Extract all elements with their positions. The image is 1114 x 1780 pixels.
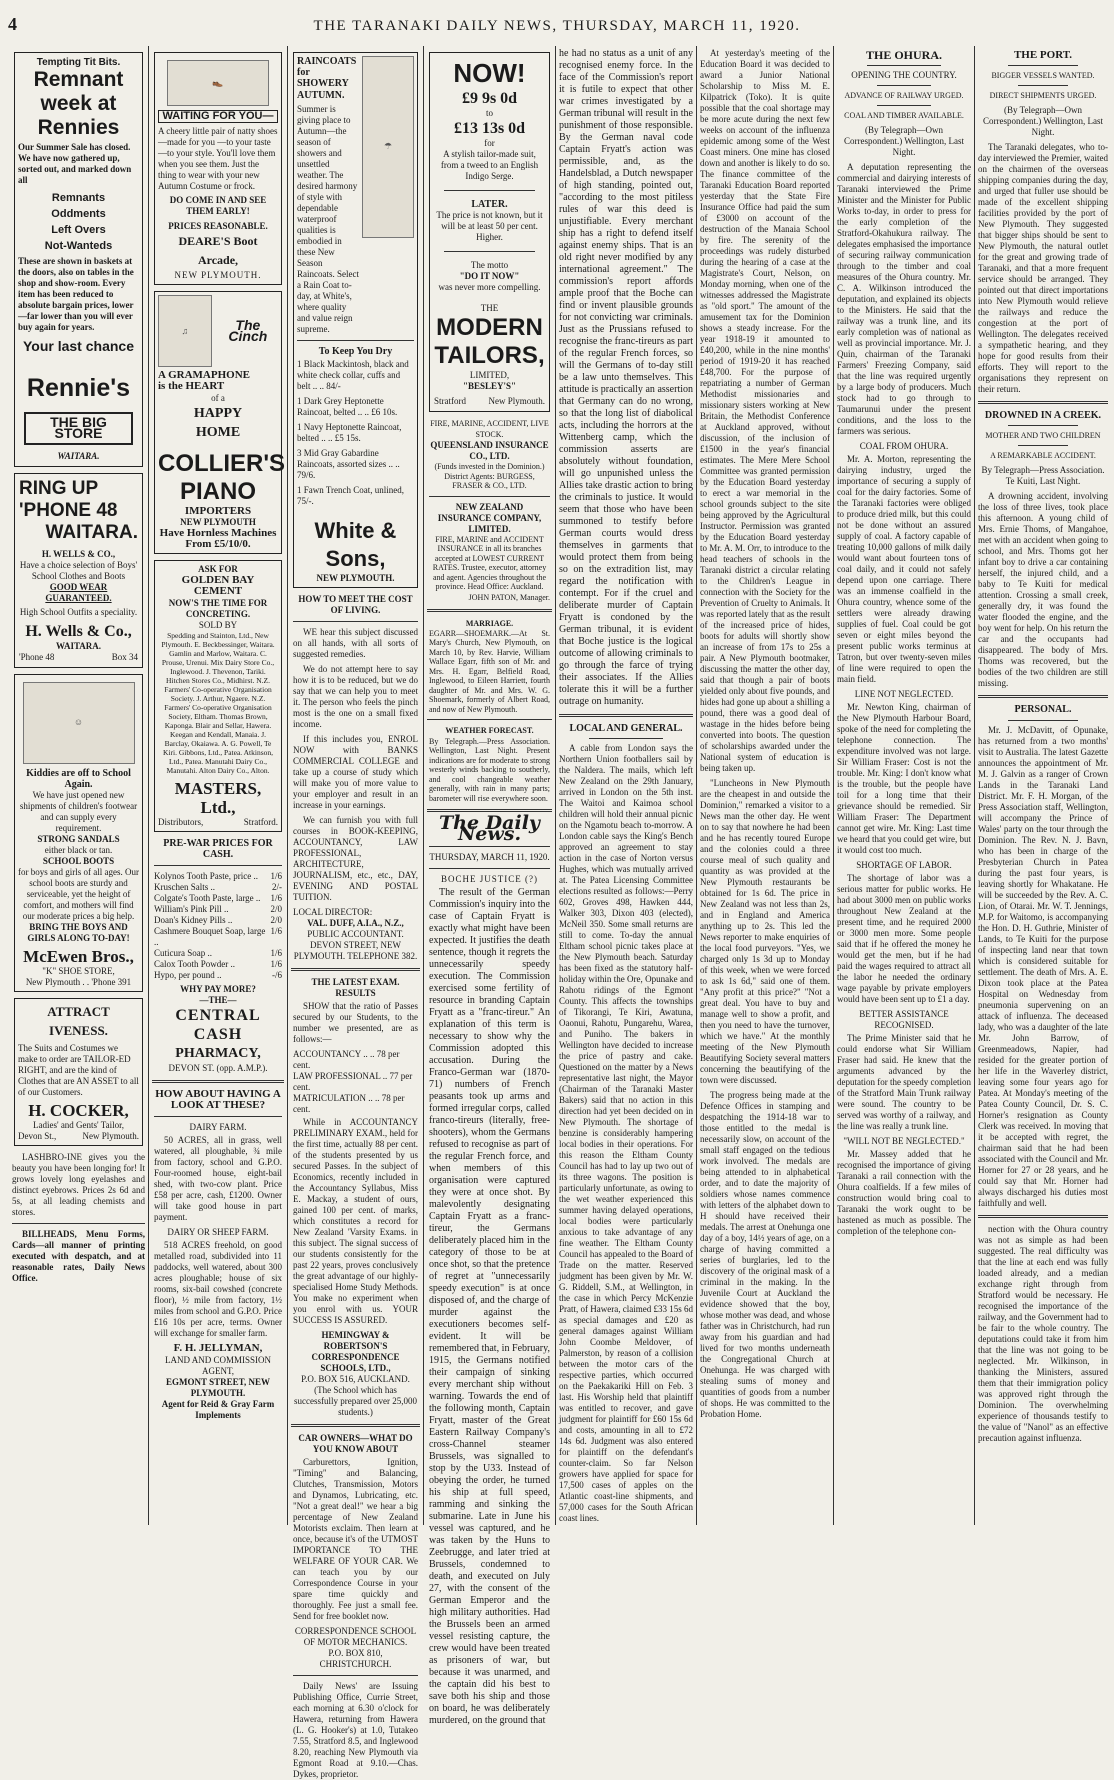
advert-guarantee: GOOD WEAR GUARANTEED. [45, 581, 112, 603]
child-illustration: ☺ [23, 682, 135, 764]
exam-result: ACCOUNTANCY .. .. 78 per cent. [293, 1049, 400, 1071]
advert-address: Devon St., [18, 1131, 57, 1142]
advert-headline: CAR OWNERS—WHAT DO YOU KNOW ABOUT [298, 1433, 413, 1455]
listing-head: DAIRY FARM. [189, 1122, 247, 1133]
advert-label: LIMITED, [469, 370, 510, 381]
column-rule [287, 46, 288, 1525]
article-body: Mr. Massey added that he recognised the importance of giving Taranaki a rail connection with the Ohura coalfields. If a few miles of construction would bring coal to Taranaki the work ought to be hastened as much as possible. The completion of the telephone con- [837, 1149, 971, 1237]
advert-body: either black or tan. [44, 845, 113, 856]
advert-subhead: STRONG SANDALS [37, 834, 120, 845]
column-8 [978, 46, 1108, 1527]
advert-body: Summer is giving place to Autumn—the season of showers and unsettled weather. The desired harmony of style with dependable waterproof qualities is embodied in these New Season Raincoats. Select a Rain Coat to-day, at White's, where quality and value reign supreme. [297, 103, 359, 334]
advert-body: A stylish tailor-made suit, from a tweed to an English Indigo Serge. [440, 149, 539, 181]
page-number: 4 [8, 14, 17, 34]
cinch-logo: The Cinch [228, 317, 268, 345]
advert-headline: week at [40, 92, 117, 116]
notice-body: EGARR—SHOEMARK.—At St. Mary's Church, New Plymouth, on March 10, by Rev. Harvie, William Wallace Egarr, fifth son of Mr. and Mrs. H. Egarr, Belfield Road, Inglewood, to Eileen Harriett, fourth daughter of Mr. and Mrs. W. G. Shoemark, formerly of Albert Road, and now of New Plymouth. [429, 628, 550, 714]
advert-headline: WAITING FOR YOU— [158, 110, 278, 123]
column-1 [12, 46, 145, 1527]
column-rule [974, 46, 975, 1525]
motor-school-advert [293, 1433, 418, 1780]
notice-head: MARRIAGE. [465, 618, 514, 628]
editorial-title: BOCHE JUSTICE (?) [441, 873, 538, 884]
advert-note: (The School which has successfully prepared over 25,000 students.) [294, 1385, 417, 1418]
big-store-logo: THE BIG STORE [24, 412, 133, 444]
advert-address: EGMONT STREET, NEW PLYMOUTH. [166, 1376, 270, 1398]
advert-store: "K" SHOE STORE, [42, 966, 115, 977]
advert-body: If this includes you, ENROL NOW with BANKS COMMERCIAL COLLEGE and take up a course of study which will make you of more value to your employer and result in an increase in your earnings. [293, 734, 418, 811]
small-advert: BILLHEADS, Menu Forms, Cards—all manner of printing executed with despatch, and at reasonable rates, Daily News Office. [12, 1229, 145, 1284]
article-subhead: DIRECT SHIPMENTS URGED. [989, 91, 1097, 101]
advert-headline: ATTRACT IVENESS. [47, 1004, 110, 1039]
advert-body: A cheery little pair of natty shoes —made for you —to your taste —to your style. You'll love them when you see them. Just the thing to wear with your new Autumn Costume or frock. [158, 126, 278, 192]
advert-name: F. H. JELLYMAN, [173, 1342, 263, 1355]
insurance-types: FIRE, MARINE, ACCIDENT, LIVE STOCK. [430, 419, 549, 440]
article-body: A deputation representing the commercial and dairying interests of Taranaki interviewed the Prime Minister and the Minister for Public Works to-day, in order to press for the early completion of the Stratford-Okahukura railway. The delegates emphasised the importance of securing railway communication through to the timber and coal measures of the Ohura country. Mr. C. A. Wilkinson introduced the deputation, and explained its objects to the Ministers. He said that the railway was a trunk line, and its early completion was of national as well as provincial importance. Mr. J. Quin, chairman of the Taranaki Farmers' Freezing Company, said that the line was required urgently by a large body of producers. Much stock had to go through to Taumarunui under the present conditions, and the loss to the farmers was serious. [837, 162, 971, 437]
gramophone-illustration: ♫ [158, 295, 212, 367]
advert-headline: A GRAMAPHONE [158, 369, 250, 382]
price-row: Cuticura Soap .. 1/6 [154, 948, 282, 959]
price-row: Colgate's Tooth Paste, large .. 1/6 [154, 893, 282, 904]
price-list [154, 871, 282, 981]
advert-name: HEMINGWAY & ROBERTSON'S CORRESPONDENCE SCHOOLS, LTD., [311, 1330, 400, 1374]
column-rule [423, 46, 424, 1525]
advert-body: The Suits and Costumes we make to order are TAILOR-ED RIGHT, and are the kind of Clothes that are AN ASSET to all of our Customers. [18, 1043, 139, 1098]
advert-name: PHARMACY, [175, 1046, 261, 1062]
advert-label: Distributors, [158, 816, 204, 827]
raincoat-item: 1 Dark Grey Heptonette Raincoat, belted .. .. £6 10s. [297, 396, 398, 418]
jellyman-advert [154, 1089, 282, 1421]
article-body: The shortage of labor was a serious matter for public works. He had about 3000 men on public works throughout New Zealand at the present time, and he required 2000 or 3000 men more. Some people said that if he offered the money he would get the men, but if he had paid the wages required to attract all the labor he needed the ordinary wage payable by private employers would have been sent up to £1 a day. [837, 873, 971, 1005]
advert-headline: is the HEART [158, 380, 225, 393]
advert-callout: Have Hornless Machines From £5/10/0. [159, 526, 277, 551]
newspaper-title: THE TARANAKI DAILY NEWS, THURSDAY, MARCH 11, 1920. [313, 18, 801, 34]
central-pharmacy-advert [154, 838, 282, 1074]
article-subhead: "WILL NOT BE NEGLECTED." [843, 1136, 965, 1147]
advert-headline: HAPPY [193, 405, 243, 421]
column-rule [696, 46, 697, 1525]
advert-headline: THE LATEST EXAM. RESULTS [311, 977, 400, 999]
dateline: (By Telegraph—Own Correspondent.) Wellington, Last Night. [843, 125, 965, 158]
white-sons-advert [293, 52, 418, 588]
article-subhead: COAL AND TIMBER AVAILABLE. [844, 111, 964, 121]
advert-label: LOCAL DIRECTOR: [293, 907, 373, 918]
advert-town: Stratford. [243, 816, 278, 827]
cement-advert [154, 560, 282, 831]
banks-college-advert [293, 594, 418, 962]
article-subhead: LINE NOT NEGLECTED. [854, 689, 954, 700]
masthead [0, 0, 1114, 46]
advert-town: Stratford [434, 396, 466, 407]
advert-body: of a [211, 392, 225, 403]
column-4 [427, 46, 552, 1726]
article-body: Mr. J. McDavitt, of Opunake, has returned from a two months' visit to Australia. The latest Gazette announces the appointment of Mr. M. J. Galvin as a ranger of Crown Lands in the Taranaki Land District. Mr. F. H. Morgan, of the Press Association staff, Wellington, will accompany the Prince of Wales' party on the tour through the Dominion. The Rev. N. J. Bavn, who has been in charge of the Presbyterian Church in Patea during the past four years, is leaving shortly for Whakatane. He will be succeeded by the Rev. A. C. Lion, of Otarai. Mr. W. T. Jennings, M.P. for Waitomo, is accompanying the Hon. D. H. Guthrie, Minister of Lands, to Te Kuiti for the purpose of inspecting land near that town which is considered suitable for settlement. The death of Mrs. A. E. Dixon took place at the Patea Hospital on Wednesday from pneumonia supervening on an attack of influenza. The deceased lady, who was a daughter of the late Mr. John Barrow, of Greenmeadows, Napier, had resided for the greater portion of her life in the Waverley district, leaving some four years ago for Patea. At Monday's meeting of the Patea County Council, Dr. S. C. Horner's resignation as County Clerk was received. In moving that it be accepted with regret, the chairman said that he had been associated with the Council and Mr. Horner for 27 or 28 years, and he could say that Mr. Horner had always discharged his duties most faithfully and well. [978, 724, 1108, 1208]
column-5 [559, 46, 693, 1527]
advert-kicker: ASK FOR [198, 564, 238, 575]
advert-address: P.O. BOX 810, CHRISTCHURCH. [319, 1648, 392, 1670]
article-body: Mr. Newton King, chairman of the New Plymouth Harbour Board, spoke of the need for completing the telephone connection. The expenditure involved was not large. Sir William Fraser: Cost is not the trouble. Mr. King: I don't know what is the trouble, but the people have toil for a long time that their grievance should be remedied. Sir William Fraser: The Department cannot get wire. Mr. King: Last time we heard that you could get wire, but it would cost too much. [837, 702, 971, 856]
advert-label: SOLD BY [198, 619, 238, 630]
advert-town: NEW PLYMOUTH [180, 516, 256, 527]
article-headline: THE OHURA. [865, 48, 942, 62]
advert-name: CENTRAL CASH [175, 1007, 261, 1044]
dateline: By Telegraph—Press Association. Te Kuiti, Last Night. [981, 465, 1105, 487]
advert-name: McEwen Bros., [23, 947, 134, 967]
editorial [429, 812, 550, 1726]
advert-body: WE hear this subject discussed on all hands, with all sorts of suggested remedies. [293, 627, 418, 660]
advert-name: DEARE'S Boot Arcade, [178, 234, 258, 268]
price-high: £13 13s 0d [453, 120, 526, 137]
listing-body: 50 ACRES, all in grass, well watered, all ploughable, ¾ mile from factory, school and G.P.O. Four-roomed house, eight-bail shed, with two-cow plant. Price £58 per acre, cash, £1200. Owner will take good house in part payment. [154, 1135, 282, 1223]
advert-headline: 'PHONE 48 [19, 499, 118, 521]
advert-subhead: To Keep You Dry [318, 345, 393, 357]
price-row: Hypo, per pound .. -/6 [154, 970, 282, 981]
advert-name: VAL. DUFF, A.I.A., N.Z., [307, 918, 404, 929]
article-body: A drowning accident, involving the loss of three lives, took place this afternoon. A young child of Mrs. Ernie Thoms, of Mangahoe, met with an accident when going to school, and Mrs. Thoms got her infant boy to drive a car containing herself, the injured child, and a baby to Te Kuiti for medical attention. Crossing a small creek, generally dry, it was found the water flooded the engine, and the boy went for help. On his return the car and the occupants had disappeared. The body of Mrs. Thoms was recovered, but the bodies of the two children are still missing. [978, 491, 1108, 689]
weather-forecast [429, 725, 550, 803]
advert-town: NEW PLYMOUTH. [174, 270, 262, 281]
column-7 [837, 46, 971, 1527]
service-notice: Daily News' are Issuing Publishing Office, Currie Street, each morning at 6.30 o'clock for Hawera, returning from Hawera (L. G. Hooker's) at 1.0, Tutakeo 7.55, Stratford 8.5, and Inglewood 8.20, reaching New Plymouth via Egmont Road at 9.10.—Chas. Dykes, proprietor. [293, 1681, 418, 1780]
advert-headline: HOW TO MEET THE COST OF LIVING. [298, 594, 413, 616]
mcewen-advert [14, 674, 143, 992]
advert-label: to [485, 108, 493, 118]
advert-name: MODERN [436, 314, 543, 342]
article-subhead: A REMARKABLE ACCIDENT. [990, 451, 1096, 461]
advert-headline: HOW ABOUT HAVING A LOOK AT THESE? [155, 1088, 281, 1112]
raincoat-item: 1 Fawn Trench Coat, unlined, 75/-. [297, 485, 404, 507]
exam-result: MATRICULATION .. .. 78 per cent. [293, 1093, 405, 1115]
advert-callout: "DO IT NOW" [459, 271, 520, 282]
price-row: Kruschen Salts .. 2/- [154, 882, 282, 893]
section-heading: PERSONAL. [1014, 704, 1072, 716]
price-row: Doan's Kidney Pills .. 2/0 [154, 915, 282, 926]
price-row: Kolynos Tooth Paste, price .. 1/6 [154, 871, 282, 882]
advert-name: COLLIER'S [158, 449, 286, 477]
notice-head: WEATHER FORECAST. [445, 726, 534, 736]
article-subhead: SHORTAGE OF LABOR. [856, 860, 952, 871]
advert-name: Rennie's [26, 374, 131, 403]
local-news-body: A cable from London says the Northern Union footballers sail by the Naldera. The mails, which left New Zealand on the 29th January, arrived in London on the 5th inst. The Waitoi and Kaimoa school children will hold their annual picnic on the Ngamotu beach to-morrow. A London cable says the King's Bench approved an agreement to stay action in the case of Norton versus Hughes, which was mutually arrived at. The Patea Licensing Committee elections resulted as follows:—Perry 602, Groves 498, Hawken 444, Walker 303, Dixon 403 (elected), McNeil 350. Some small returns are still to come. To-day the annual Eltham school picnic takes place at the New Plymouth beach. Saturday has been fixed as the statutory half-holiday within the Ore, Opunake and Rahotu ridings of the Egmont County. This affects the townships of Tikorangi, Te Kiri, Awatuna, Oaonui, Rahotu, Pungarehu, Warea, and Puniho. The bakers in Wellington have decided to increase the price of pastry and cake. Questioned on the matter by a News representative last night, the Mayor (Chairman of the Taranaki Master Bakers) said that no action in this direction had yet been decided on in New Plymouth. The shortage of benzine is considerably hampering local bodies in their operations. For this reason the Eltham County Council has had to lay up two out of its three wagons. The position is particularly unfortunate, as owing to the wet weather experienced this summer having delayed operations, local bodies were particularly anxious to take advantage of any fine weather. The Eltham County Council has appealed to the Board of Trade on the matter. Reserved judgment has been given by Mr. W. G. Riddell, S.M., at Wellington, in the case in which Percy McKenzie Pratt, of Hawera, claimed £33 15s 6d as special damages and £20 as general damages against William John Coombe Meldover, of Palmerston, by reason of a collision between the motor cars of the respective parties, which occurred on the Paekakariki Hill on Feb. 3 last. His Worship held that plaintiff was entitled to recover, and gave judgment for plaintiff for £60 15s 6d and costs, amounting in all to £72 14s 6d. Judgment was also entered for plaintiff on the defendant's counter-claim. So far Nelson growers have applied for space for 17,500 cases of apples on the Atlantic coast-line shipments, and 57,000 cases for the South African coast lines. [559, 743, 693, 1524]
advert-firm: H. WELLS & CO., [41, 548, 116, 559]
wells-advert [14, 473, 143, 668]
cocker-advert [14, 998, 143, 1146]
advert-subhead: SCHOOL BOOTS [42, 856, 115, 867]
advert-name: TAILORS, [434, 342, 545, 370]
advert-name: PIANO [179, 477, 256, 505]
advert-body: We have just opened new shipments of children's footwear and can supply every requirement. [19, 790, 138, 834]
advert-name: MASTERS, Ltd., [174, 778, 262, 817]
advert-body: for boys and girls of all ages. Our school boots are sturdy and serviceable, yet the height of comfort, and mothers will find our moderate prices a big help. [18, 867, 139, 922]
advert-address: DEVON ST. (opp. A.M.P.). [168, 1063, 268, 1074]
shoe-illustration: 👞 [167, 60, 269, 106]
column-3 [291, 46, 420, 1780]
advert-callout: Your last chance [22, 338, 134, 355]
remnant-item: Not-Wanteds [44, 240, 113, 253]
advert-name: H. COCKER, [28, 1101, 129, 1121]
advert-address: DEVON STREET, NEW PLYMOUTH. TELEPHONE 382. [293, 940, 418, 962]
advert-headline: Remnant [33, 68, 124, 92]
raincoat-item: 3 Mid Gray Gabardine Raincoats, assorted sizes .. .. 79/6. [297, 448, 400, 481]
notice-body: By Telegraph.—Press Association. Wellington, Last Night. Present indications are for moderate to strong westerly winds backing to southerly, and cool changeable weather generally, with rain in many parts; barometer will rise everywhere soon. [429, 736, 550, 803]
advert-headline: HOME [195, 424, 241, 440]
local-news-body: The progress being made at the Defence Offices in stamping and despatching the 1914-18 war to those entitled to the medal is necessarily slow, on account of the small staff engaged on the tedious work involved. The medals are being attended to in alphabetical order, and to date the majority of soldiers whose names commence with letters of the alphabet down to H should have received their medals. The arrest at Onehunga one day of a boy, 14½ years of age, on a charge of having committed a series of burglaries, led to the discovery of the original mask of a criminal in the making. In the Juvenile Court at Auckland the evidence showed that the boy, whose mother was dead, and whose father was in Christchurch, had run away from his guardian and had lived for two months underneath the Congregational Church at Onehunga. He was charged with stealing sums of money and quantities of goods from a number of shops. He was committed to the Probation Home. [700, 1090, 830, 1419]
price-low: £9 9s 0d [461, 90, 518, 107]
agent-list: Spedding and Stainton, Ltd., New Plymouth. E. Beckbessinger, Waitara. Gamlin and Marlow, Waitara. C. Prouse, Urenui. Mix Dairy Store Co., Inglewood. J. Thevenon, Tariki. Hitchen Stores Co., Midhirst. N.Z. Farmers' Co-operative Organisation Society. J. Arthur, Ngaere. N.Z. Farmers' Co-operative Organisation Society, Eltham. Thomas Brown, Kaponga. Blair and Sellar, Hawera. Keegan and Kendall, Manaia. J. Barclay, Okaiawa. A. G. Powell, Te Kiri. Gibbons, Ltd., Patea. Atkinson, Ltd., Patea. Manutahi Dairy Co., Manutahi. Alton Dairy Co., Alton. [161, 630, 275, 775]
advert-body: Have a choice selection of Boys' School Clothes and Boots [19, 559, 138, 581]
advert-callout: WHY PAY MORE? [180, 984, 256, 995]
marriage-notice [429, 618, 550, 715]
remnant-item: Oddments [51, 208, 106, 221]
advert-subhead: LATER. [471, 199, 508, 210]
phone-number: 'Phone 48 [19, 651, 55, 662]
rennies-advert [14, 52, 143, 467]
article-body: nection with the Ohura country was not as simple as had been suggested. The real difficulty was that the line at each end was fully loaded already, and a median exchange right through from Stratford would be necessary. He recognised the importance of the railway, and the Government had to be fair to the whole country. The deputations could take it from him that the line was not going to be neglected. Mr. Wilkinson, in thanking the Ministers, assured them that their immigration policy was approved right through the Dominion. The overwhelming experience of thousands testify to the value of "Nanol" as an effective precaution against influenza. [978, 1223, 1108, 1443]
local-news-body: "Luncheons in New Plymouth are the cheapest in and outside the Dominion," remarked a visitor to a News man the other day. He went on to say that nowhere he had been and he has recently toured Europe and the colonies could a three course meal of such quality and quantity as was provided at the New Plymouth restaurants be obtained for 1s 6d. The price in New Zealand was not less than 2s, and in England and America anything up to 2s. This led the News reporter to make enquiries of the local food purveyors. "Yes, we charged only 1s 3d up to Monday of this week, when we were forced to ask 1s 6d," said one of them. "Any profit at this price?" "Not a great deal. You have to buy and manage well to show a profit, and then you need to have the turnover, which we have." At the monthly meeting of the New Plymouth Beautifying Society several matters concerning the beautifying of the town were discussed. [700, 778, 830, 1085]
dateline: (By Telegraph—Own Correspondent.) Wellington, Last Night. [982, 105, 1104, 138]
advert-intro: Our Summer Sale has closed. We have now gathered up, sorted out, and marked down all [18, 142, 132, 186]
advert-body: High School Outfits a speciality. [19, 606, 138, 617]
modern-tailors-advert [429, 52, 550, 412]
advert-prices: PRICES REASONABLE. [168, 221, 268, 232]
deare-advert [154, 52, 282, 285]
advert-kicker: Tempting Tit Bits. [36, 57, 121, 68]
advert-address: P.O. BOX 516, AUCKLAND. [301, 1374, 410, 1385]
remnant-item: Remnants [51, 192, 106, 205]
price-row: Cashmere Bouquet Soap, large .. 1/6 [154, 926, 282, 948]
column-rule [148, 46, 149, 1525]
advert-body: While in ACCOUNTANCY PRELIMINARY EXAM., held for the first time, actually 88 per cent. of the students presented by us secured Passes. In the subject of Economics, recently included in the Accountancy Syllabus, Miss E. Mackay, a student of ours, gained 100 per cent. of marks, which constitutes a record for New Zealand 'Varsity Exams. in this subject. The signal success of our students consistently for the past 22 years, proves conclusively the great advantage of our highly-specialised Home Study Methods. You make no experiment when you enrol with us. YOUR SUCCESS IS ASSURED. [293, 1117, 418, 1326]
advert-headline: RING UP [19, 477, 99, 499]
article-subhead: MOTHER AND TWO CHILDREN [985, 431, 1101, 441]
exam-result: LAW PROFESSIONAL .. 77 per cent. [293, 1071, 413, 1093]
advert-line: PUBLIC ACCOUNTANT. [307, 929, 404, 940]
advert-line: Agent for Reid & Gray Farm Implements [161, 1398, 275, 1420]
advert-town: New Plymouth. [82, 1131, 139, 1142]
section-heading: LOCAL AND GENERAL. [569, 723, 683, 734]
advert-headline: GOLDEN BAY CEMENT [181, 574, 255, 598]
raincoat-item: 1 Black Mackintosh, black and white check collar, cuffs and belt .. .. 84/- [297, 359, 409, 392]
editorial-body: The result of the German Commission's inquiry into the case of Captain Fryatt is exactly what might have been expected. It justifies the death sentence, though it regrets the unnecessarily speedy execution. The Commission exercised some fertility of resource in branding Captain Fryatt as a "franc-tireur." An explanation of this term is necessary to show why the Commission adopted this accusation. During the Franco-German war (1870-71) numbers of French peasants took up arms and formed irregular corps, called franco-tireurs (literally, free-shooters), whom the Germans refused to recognise as part of the regular French force, and when members of this organisation were captured they were at once shot. By malevolently designating Captain Fryatt as a franc-tireur, the Germans deliberately placed him in the category of those to be at once shot, so that the pretence of regret at "unnecessarily speedy execution" is at once disposed of, and the charge of murder against the executioners becomes self-evident. It will be remembered that, in February, 1915, the Germans notified their campaign of sinking every merchant ship without warning. Towards the end of the following month, Captain Fryatt, master of the Great Eastern Railway Company's cross-Channel steamer Brussels, was signalled to stop by the U33. Instead of obeying the order, he turned his ship at full speed, ramming and sinking the submarine. Late in June his vessel was captured, and he was taken by the Huns to Zeebrugge, and later tried at Brussels, condemned to death, and executed on July 27, with the consent of the German Emperor and the high military authorities. Had the Brussels been an armed vessel resisting capture, the crew would have been treated as prisoners of war, but because it was unarmed, and the captain did his best to save both his ship and those on board, he was deliberately murdered, on the ground that [429, 886, 550, 1726]
listing-body: 518 ACRES freehold, on good metalled road, subdivided into 11 paddocks, well watered, about 300 acres ploughable; house of six rooms, six-bail cowshed (concrete floor), ½ mile from factory, 1½ miles from school and G.P.O. Price £16 10s per acre, terms. Owner will exchange for smaller farm. [154, 1240, 282, 1339]
box-number: Box 34 [111, 651, 138, 662]
insurance-name: QUEENSLAND INSURANCE CO., LTD. [430, 440, 549, 462]
article-subhead: BETTER ASSISTANCE RECOGNISED. [859, 1009, 949, 1031]
advert-name: White & Sons, [314, 518, 397, 572]
advert-body: SHOW that the ratio of Passes secured by our Students, to the number we presented, are as follows:— [293, 1001, 418, 1045]
small-advert: LASHBRO-INE gives you the beauty you have been longing for! It grows lovely long eyelashes and distinct eyebrows. Prices 2s 6d and 5s, at all leading chemists and stores. [12, 1152, 145, 1218]
raincoat-item: 1 Navy Heptonette Raincoat, belted .. .. £5 15s. [297, 422, 402, 444]
advert-label: The motto [470, 260, 509, 271]
remnant-list [18, 190, 139, 254]
insurance-notices [429, 418, 550, 603]
column-2 [152, 46, 284, 1527]
hemingway-advert [293, 977, 418, 1418]
article-body: Mr. A. Morton, representing the dairying industry, urged the importance of securing a supply of coal for the dairy factories. Some of the Taranaki factories were obliged to produce dried milk, but this could not be done without an assured supply of coal. A factory capable of treating 10,000 gallons of milk daily would want about fourteen tons of coal daily, and it could not safely depend upon one carriage. There was an immense coalfield in the Ohura country, whence some of the settlers were already drawing supplies of fuel. Coal could be got seven or eight miles beyond the present public works terminus at Tatron, but over twenty-seven miles of line were required to open the main field. [837, 454, 971, 685]
advert-headline: NOW! [453, 58, 526, 88]
advert-subhead: "BESLEY'S" [462, 381, 516, 392]
advert-name: H. Wells & Co., [25, 622, 132, 640]
advert-headline: WAITARA. [45, 521, 138, 543]
advert-kicker: Kiddies are off to School Again. [26, 767, 131, 790]
editorial-masthead: The Daily News. [439, 812, 540, 846]
advert-subhead: NOW'S THE TIME FOR CONCRETING. [168, 597, 268, 619]
listing-head: DAIRY OR SHEEP FARM. [167, 1227, 269, 1238]
advert-label: THE [480, 303, 499, 314]
advert-line: LAND AND COMMISSION AGENT, [164, 1354, 271, 1376]
advert-line: Ladies' and Gents' Tailor, [32, 1120, 125, 1131]
woman-raincoat-illustration: ☂ [362, 56, 414, 238]
advert-town: NEW PLYMOUTH. [316, 573, 395, 584]
advert-label: for [484, 138, 495, 148]
article-subhead: ADVANCE OF RAILWAY URGED. [844, 91, 964, 101]
advert-address: New Plymouth . . 'Phone 391 [25, 977, 132, 988]
price-row: Calox Tooth Powder .. 1/6 [154, 959, 282, 970]
article-body: The Taranaki delegates, who to-day interviewed the Premier, waited on the chairmen of the overseas shipping companies during the day, and urged that fuller use should be made of the excellent shipping facilities provided by the port of New Plymouth. They suggested that bigger ships should be sent to New Plymouth, the natural outlet for the great and growing trade of Taranaki, and that a more frequent service should be arranged. They pointed out that direct importations into New Plymouth would relieve the railways and reduce the congestion at the port of Wellington. The delegates received a sympathetic hearing, and they hope for good results from their efforts. They will report to the organisations they represent on their return. [978, 142, 1108, 395]
advert-body: was never more compelling. [438, 282, 541, 293]
advert-town: WAITARA. [57, 450, 100, 461]
article-headline: THE PORT. [1013, 49, 1073, 61]
column-rule [555, 46, 556, 1525]
advert-headline: Rennies [37, 116, 120, 140]
advert-name: CORRESPONDENCE SCHOOL OF MOTOR MECHANICS. [294, 1626, 417, 1648]
price-row: William's Pink Pill .. 2/0 [154, 904, 282, 915]
insurance-name: NEW ZEALAND INSURANCE COMPANY, LIMITED. [437, 501, 542, 534]
advert-body: These are shown in baskets at the doors, also on tables in the shop and show-room. Every item has been reduced to absolute bargain prices, lower—far lower than you will ever buy again for years. [18, 256, 134, 333]
article-subhead: COAL FROM OHURA. [859, 441, 949, 452]
advert-town: New Plymouth. [488, 396, 545, 407]
advert-body: We can furnish you with full courses in BOOK-KEEPING, ACCOUNTANCY, LAW PROFESSIONAL, ARCHITECTURE, JOURNALISM, etc., etc., DAY, EVENING AND POSTAL TUITION. [293, 815, 418, 903]
insurance-body: FIRE, MARINE and ACCIDENT INSURANCE in all its branches accepted at LOWEST CURRENT RATES. Trustee, executor, attorney and agent. Agencies throughout the province. Head Office: Auckland. [432, 534, 547, 592]
advert-callout: DO COME IN AND SEE THEM EARLY! [169, 195, 267, 217]
advert-body: We do not attempt here to say how it is to be reduced, but we do say that we can help you to meet it. The person who feels the pinch most is the one on a small fixed income. [293, 664, 418, 730]
advert-town: WAITARA. [55, 640, 102, 651]
editorial-continued: he had no status as a unit of any recognised enemy force. In the face of the Commission's report it is futile to expect that other war crimes investigated by a German tribunal will result in the punishment of those responsible. By the German naval code Captain Fryatt's action was permissible, and, as the Handelsblad, a Dutch newspaper of high standing, pointed out, "according to the most pitiless rules of war this deed is unjustifiable. Every merchant ship has a right to defend itself against enemy ships. That is an old right never modified by any international agreement." The commission's report affords ample proof that the Boche can find or invent plausible grounds for not convicting war criminals. Just as the Prussians refused to recognise the franc-tireurs as part of the regular French forces, so will the Germans of to-day still be a law unto themselves. This attitude is practically an assertion that Germany can do no wrong, so that the long list of diabolical acts, including the horrors at the Wittenberg camp, which the commission asserts are absolutely without foundation, will go unpunished unless the Allies take drastic action to bring the criminals to justice. It would seem that those who have been summoned to testify before German courts would dress themselves in garments that would protect them from being so on the extradition list, may regard the notification with contempt. For if the cruel and deliberate murder of Captain Fryatt is condoned by the German tribunal, it is evident that Boche justice is the logical outcome of allowing criminals to go through the farce of trying their associates. If the Allies tolerate this it will be a further outrage on humanity. [559, 48, 693, 707]
article-headline: DROWNED IN A CREEK. [984, 410, 1102, 422]
advert-body: The price is not known, but it will be at least 50 per cent. Higher. [436, 210, 543, 243]
advert-body: Carburettors, Ignition, "Timing" and Balancing, Clutches, Transmission, Motors and Dynamos, Lubricating, etc. "Not a great deal!" we hear a big percentage of New Zealand Motorists exclaim. Then learn at once, because it's of the UTMOST IMPORTANCE TO THE WELFARE OF YOUR CAR. We can teach you by our Correspondence Course in your spare time quickly and thoroughly. Fee just a small fee. Send for free booklet now. [293, 1457, 418, 1622]
article-subhead: OPENING THE COUNTRY. [851, 70, 957, 81]
local-news-body: At yesterday's meeting of the Education Board it was decided to award a Junior National Scholarship to Miss M. E. Kilpatrick (Toko). It is quite possible that the coal shortage may be more acute during the next few weeks on account of the influenza epidemic among some of the West Coast miners. One mine has closed down and another is likely to do so. The finance committee of the Taranaki Education Board reported yesterday that the State Fire Insurance Office had paid the sum of £3000 on account of the destruction of the Manaia School by fire. The serenity of the proceedings was rudely disturbed during the hearing of a case at the Magistrate's Court, Nelson, on Monday morning, when one of the witnesses addressed the Magistrate as "old sport." The amount of the amusement tax for the Dominion shows a steady increase. For the year 1918-19 it amounted to £40,200, while in the nine months' period of 1919-20 it has reached £48,700. For the purpose of repatriating a number of German Methodist missionaries and missionary sisters working at New Britain, the Methodist Conference at Auckland approved, without discussion, of the inclusion of £1500 in the year's financial estimates. The Mere Mere School Committee was granted permission by the Education Board yesterday to erect a war memorial in the school grounds subject to the site being approved by the Agricultural Instructor. Permission was granted by the Education Board yesterday to Mr. A. M. Orr, to introduce to the head teachers of schools in the Taranaki district a circular relating to the Children's League in connection with the Society for the Prevention of Cruelty to Animals. It was reported lately that as the result of the increased price of hides, boots for adults will shortly show an increase of from 17s to 25s a pair. A New Plymouth bootmaker, discussing the matter the other day, said that though a pair of boots yielded only about five pounds, and hides had gone up about a shilling a pound, there was a good deal of wastage in the hides before being converted into boots. The question of scholarships awarded under the National system of education is being taken up. [700, 48, 830, 773]
editorial-date: THURSDAY, MARCH 11, 1920. [429, 851, 550, 862]
insurance-manager: JOHN PATON, Manager. [468, 592, 550, 602]
column-6 [700, 46, 830, 1527]
column-rule [833, 46, 834, 1525]
advert-subhead: IMPORTERS [184, 504, 252, 517]
collier-advert [154, 291, 286, 554]
article-subhead: BIGGER VESSELS WANTED. [991, 71, 1095, 81]
advert-callout: BRING THE BOYS AND GIRLS ALONG TO-DAY! [27, 922, 130, 944]
advert-label: —THE— [199, 995, 237, 1006]
remnant-item: Left Overs [51, 224, 106, 237]
advert-headline: RAINCOATS for SHOWERY AUTUMN. [297, 56, 357, 101]
advert-headline: PRE-WAR PRICES FOR CASH. [163, 837, 273, 860]
article-body: The Prime Minister said that he could endorse what Sir William Fraser had said. He knew that the arguments advanced by the deputation for the speedy completion of the Stratford Main Trunk railway were sound. The country to be served was worthy of a railway, and the line was really a trunk line. [837, 1033, 971, 1132]
insurance-body: (Funds invested in the Dominion.) District Agents: BURGESS, FRASER & CO., LTD. [434, 462, 545, 491]
